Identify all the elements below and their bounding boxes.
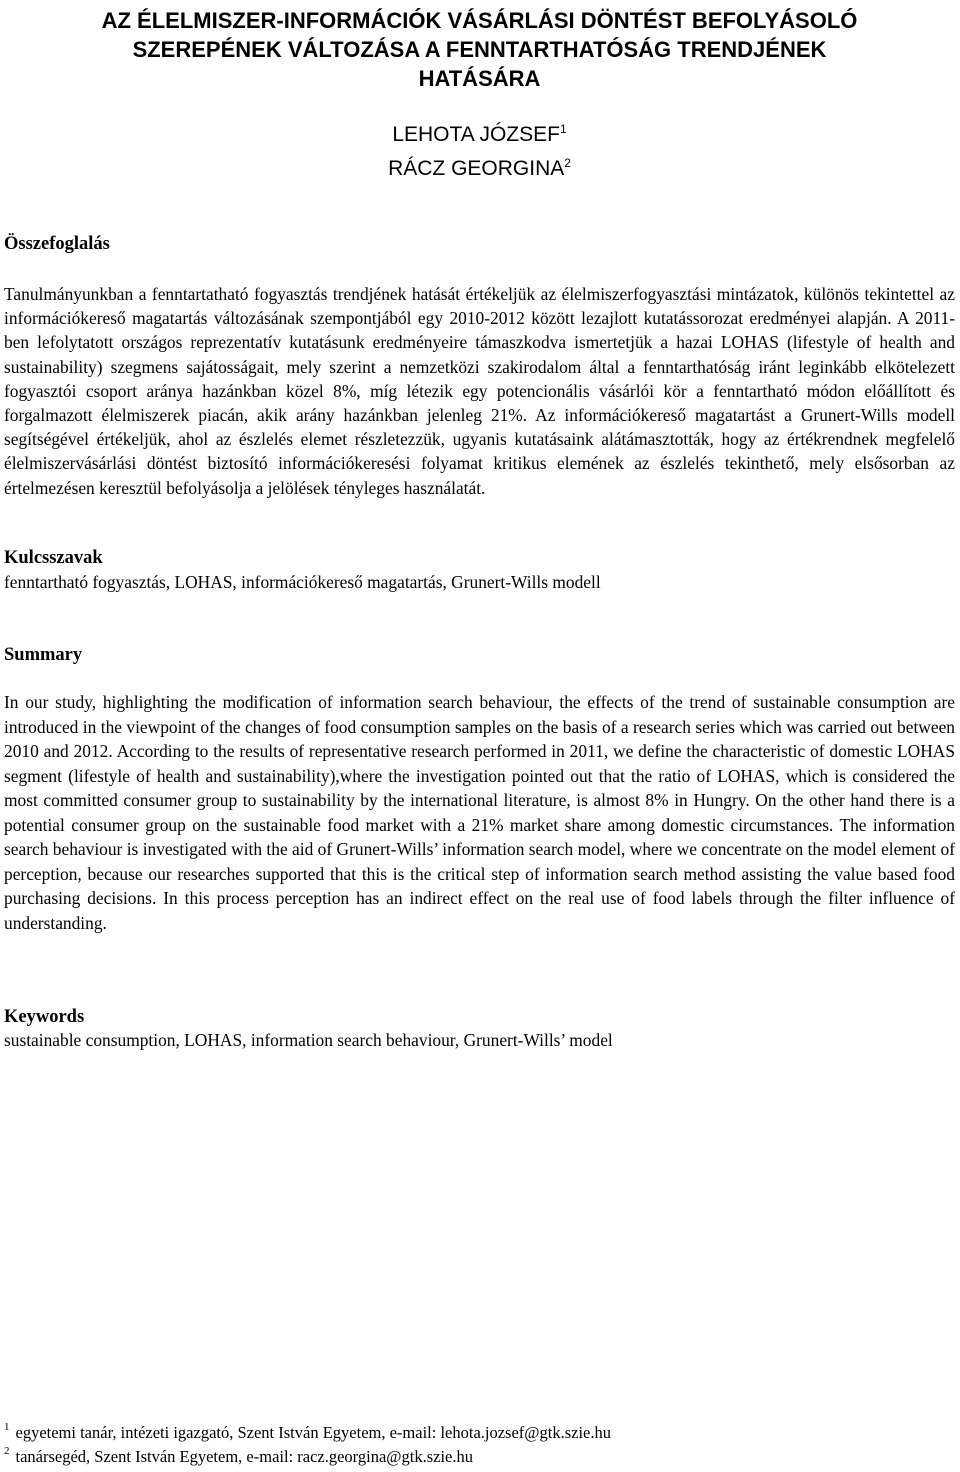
paper-title	[4, 6, 955, 93]
footnote-2	[4, 1446, 473, 1468]
footnote-text: egyetemi tanár, intézeti igazgató, Szent István Egyetem, e-mail: lehota.jozsef@gtk.szie.hu	[15, 1423, 611, 1442]
footnote-mark: 1	[4, 1421, 10, 1433]
author-2	[4, 152, 955, 186]
footnote-1	[4, 1422, 611, 1444]
footnote-mark: 2	[4, 1445, 10, 1457]
keywords-hu-text: fenntartható fogyasztás, LOHAS, információkereső magatartás, Grunert-Wills modell	[4, 572, 601, 592]
abstract-hu-heading: Összefoglalás	[4, 234, 110, 254]
paper-page	[4, 0, 955, 1472]
author-name: RÁCZ GEORGINA	[388, 157, 565, 180]
author-footnote-mark: 1	[559, 122, 567, 136]
keywords-en-text: sustainable consumption, LOHAS, information search behaviour, Grunert-Wills’ model	[4, 1030, 613, 1050]
author-1	[4, 118, 955, 152]
author-name: LEHOTA JÓZSEF	[392, 123, 560, 146]
abstract-hu-text: Tanulmányunkban a fenntartatható fogyasztás trendjének hatását értékeljük az élelmiszerfogyasztási mintázatok, különös tekintettel az információkereső magatartás változásának szempontjából egy 2010-2012 között lezajlott kutatássorozat eredményei alapján. A 2011-ben lefolytatott országos reprezentatív kutatásunk eredményeire támaszkodva ismertetjük a hazai LOHAS (lifestyle of health and sustainability) szegmens sajátosságait, mely szerint a nemzetközi szakirodalom által a fenntarthatóság iránt leginkább elkötelezett fogyasztói csoport aránya hazánkban közel 8%, míg létezik egy potencionális vásárlói kör a fenntartható módon előállított és forgalmazott élelmiszerek piacán, akik arány hazánkban jelenleg 21%. Az információkereső magatartást a Grunert-Wills modell segítségével értékeljük, ahol az észlelés elemet részletezzük, ugyanis kutatásaink alátámasztották, hogy az értékrendnek megfelelő élelmiszervásárlási döntést biztosító információkeresési folyamat kritikus elemének az észlelés tekinthető, mely elsősorban az értelmezésen keresztül befolyásolja a jelölések tényleges használatát.	[4, 284, 955, 498]
footnote-text: tanársegéd, Szent István Egyetem, e-mail: racz.georgina@gtk.szie.hu	[15, 1447, 473, 1466]
abstract-en-text: In our study, highlighting the modification of information search behaviour, the effects of the trend of sustainable consumption are introduced in the viewpoint of the changes of food consumption samples on the basis of a research series which was carried out between 2010 and 2012. According to the results of representative research performed in 2011, we define the characteristic of domestic LOHAS segment (lifestyle of health and sustainability),where the investigation pointed out that the ratio of LOHAS, which is considered the most committed consumer group to sustainability by the international literature, is almost 8% in Hungry. On the other hand there is a potential consumer group on the sustainable food market with a 21% market share among domestic circumstances. The information search behaviour is investigated with the aid of Grunert-Wills’ information search model, where we concentrate on the model element of perception, because our researches supported that this is the critical step of information search method assisting the value based food purchasing decisions. In this process perception has an indirect effect on the real use of food labels through the filter influence of understanding.	[4, 692, 955, 933]
title-line-3: HATÁSÁRA	[418, 66, 541, 91]
author-footnote-mark: 2	[564, 156, 571, 170]
keywords-hu-heading: Kulcsszavak	[4, 548, 103, 568]
title-line-1: AZ ÉLELMISZER-INFORMÁCIÓK VÁSÁRLÁSI DÖNTÉST BEFOLYÁSOLÓ	[101, 8, 858, 33]
author-list	[4, 118, 955, 186]
keywords-en-heading: Keywords	[4, 1007, 85, 1027]
title-line-2: SZEREPÉNEK VÁLTOZÁSA A FENNTARTHATÓSÁG TRENDJÉNEK	[132, 37, 827, 62]
abstract-en-heading: Summary	[4, 645, 83, 665]
